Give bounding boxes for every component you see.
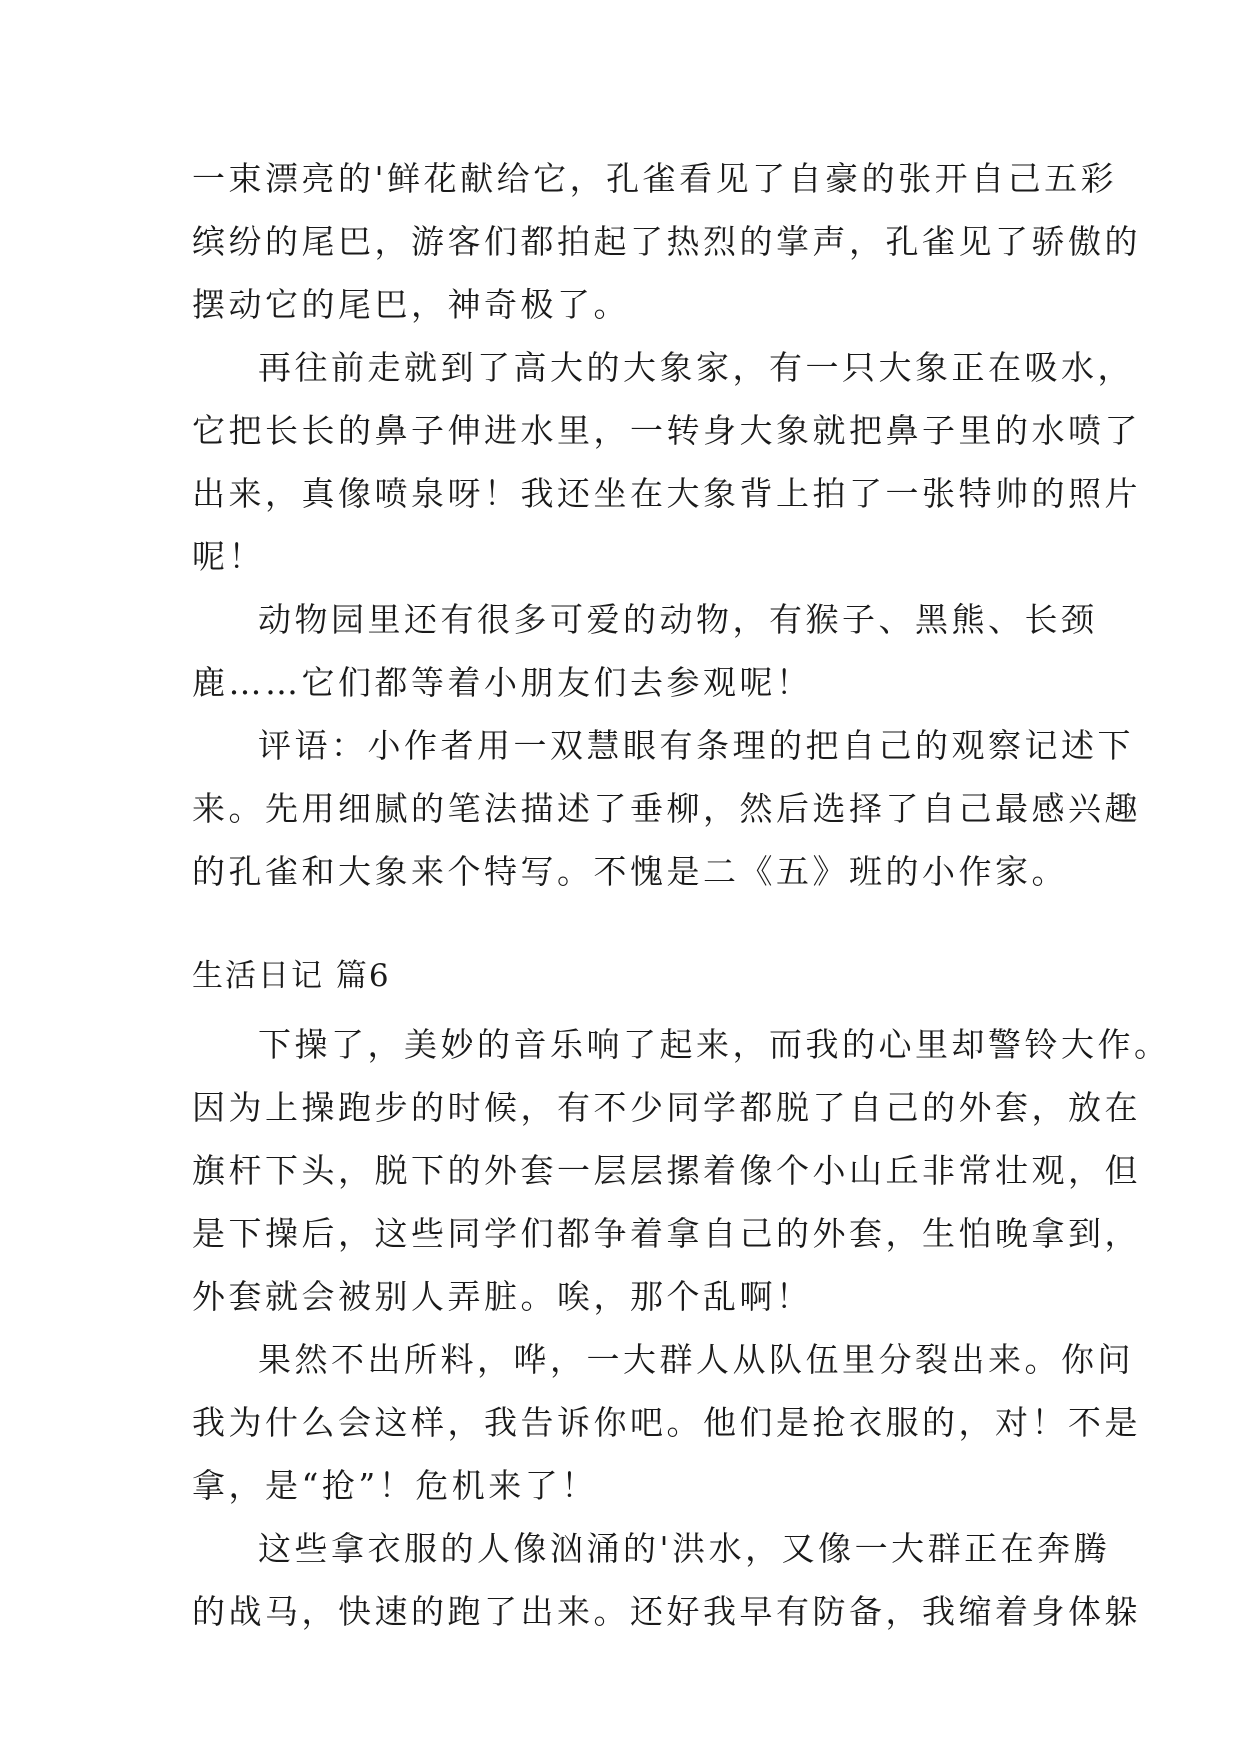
paragraph-line: 再往前走就到了高大的大象家，有一只大象正在吸水， [258,348,1134,387]
paragraph-line: 缤纷的尾巴，游客们都拍起了热烈的掌声，孔雀见了骄傲的 [192,222,1141,261]
paragraph-line: 摆动它的尾巴，神奇极了。 [192,285,630,324]
commentary-line: 评语：小作者用一双慧眼有条理的把自己的观察记述下 [258,726,1134,765]
section-heading: 生活日记 篇6 [192,958,391,994]
commentary-line: 的孔雀和大象来个特写。不愧是二《五》班的小作家。 [192,852,1068,891]
paragraph-line: 外套就会被别人弄脏。唉，那个乱啊！ [192,1277,813,1316]
paragraph-line: 鹿……它们都等着小朋友们去参观呢！ [192,663,813,702]
paragraph-line: 拿，是“抢”！危机来了！ [192,1466,598,1505]
paragraph-line: 我为什么会这样，我告诉你吧。他们是抢衣服的，对！不是 [192,1403,1141,1442]
paragraph-line: 一束漂亮的'鲜花献给它，孔雀看见了自豪的张开自己五彩 [192,159,1118,198]
paragraph-line: 因为上操跑步的时候，有不少同学都脱了自己的外套，放在 [192,1088,1141,1127]
commentary-line: 来。先用细腻的笔法描述了垂柳，然后选择了自己最感兴趣 [192,789,1141,828]
paragraph-line: 果然不出所料，哗，一大群人从队伍里分裂出来。你问 [258,1340,1134,1379]
paragraph-line: 的战马，快速的跑了出来。还好我早有防备，我缩着身体躲 [192,1592,1141,1631]
paragraph-line: 动物园里还有很多可爱的动物，有猴子、黑熊、长颈 [258,600,1098,639]
paragraph-line: 它把长长的鼻子伸进水里，一转身大象就把鼻子里的水喷了 [192,411,1141,450]
paragraph-line: 这些拿衣服的人像汹涌的'洪水，又像一大群正在奔腾 [258,1529,1111,1568]
paragraph-line: 呢！ [192,537,265,576]
paragraph-line: 下操了，美妙的音乐响了起来，而我的心里却警铃大作。 [258,1025,1171,1064]
paragraph-line: 出来，真像喷泉呀！我还坐在大象背上拍了一张特帅的照片 [192,474,1141,513]
paragraph-line: 旗杆下头，脱下的外套一层层摞着像个小山丘非常壮观，但 [192,1151,1141,1190]
paragraph-line: 是下操后，这些同学们都争着拿自己的外套，生怕晚拿到， [192,1214,1141,1253]
